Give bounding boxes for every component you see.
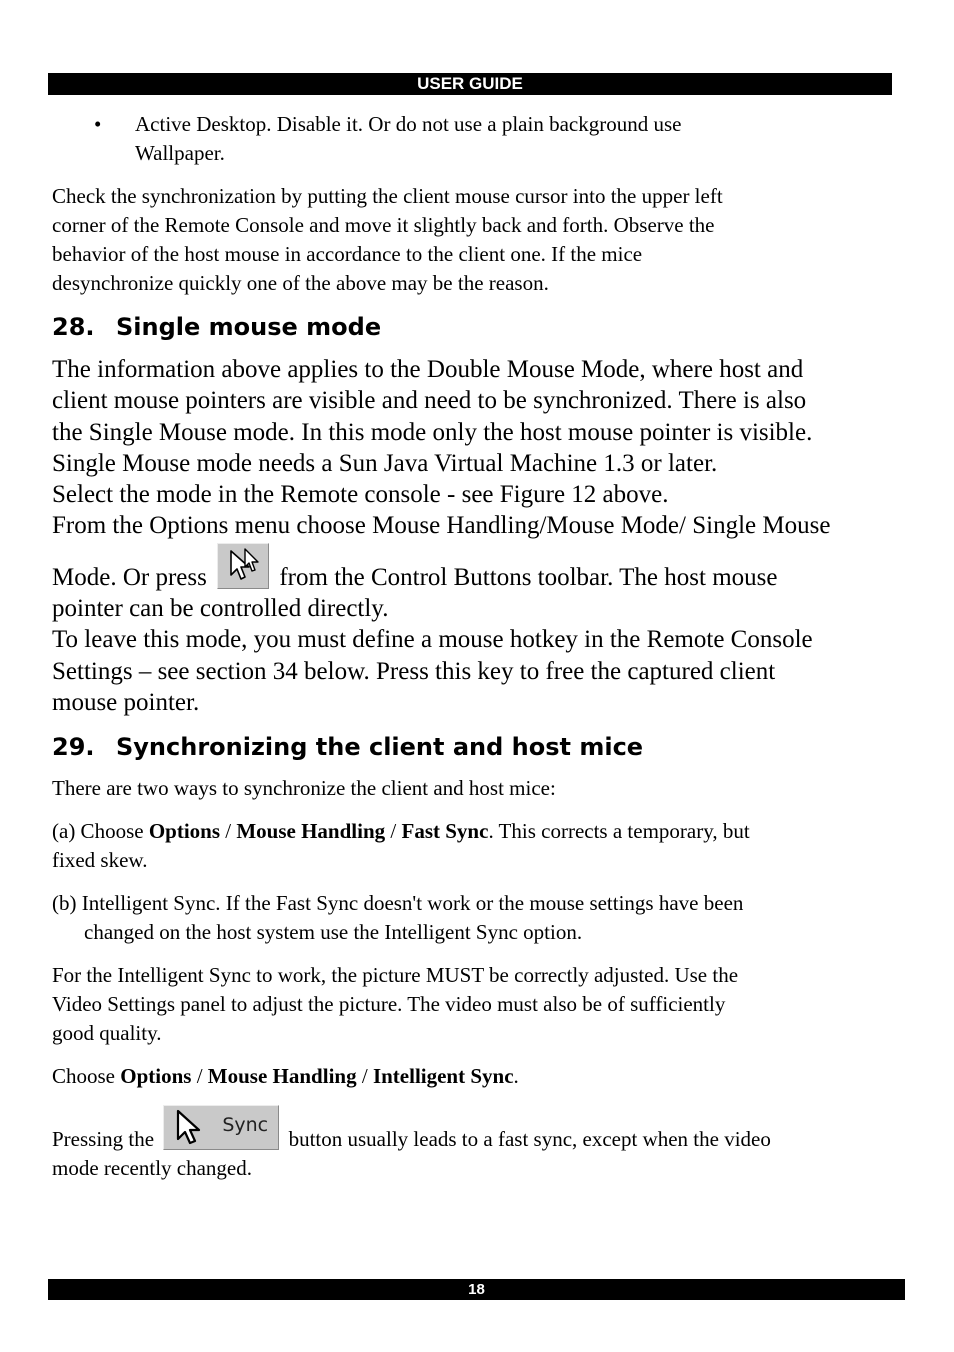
single-mouse-cursor-icon	[218, 544, 268, 588]
sync-button-label: Sync	[222, 1114, 269, 1137]
menu-options-text: Options	[148, 819, 221, 844]
text-fragment: Pressing the	[52, 1127, 155, 1152]
section-title: Synchronizing the client and host mice	[116, 733, 644, 762]
bullet-text-line-1: Active Desktop. Disable it. Or do not use a plain background use	[135, 112, 682, 136]
single-mouse-button[interactable]	[217, 543, 269, 589]
text-line: Mode. Or press	[52, 563, 207, 591]
bullet-item-active-desktop	[52, 110, 904, 168]
text-fragment: /	[220, 819, 237, 844]
text-line: pointer can be controlled directly.	[52, 595, 389, 623]
paragraph-check-sync	[52, 182, 904, 298]
section-29-heading	[52, 732, 904, 762]
text-fragment: (a) Choose	[52, 819, 149, 844]
arrow-cursor-icon	[166, 1106, 216, 1149]
text-line: the Single Mouse mode. In this mode only the host mouse pointer is visible.	[52, 418, 813, 446]
text-line: (b) Intelligent Sync. If the Fast Sync doesn't work or the mouse settings have been	[52, 891, 744, 916]
paragraph-two-ways	[52, 774, 904, 803]
paragraph-choose-intelligent	[52, 1062, 904, 1091]
text-fragment: /	[191, 1064, 208, 1089]
text-line: mouse pointer.	[52, 688, 200, 716]
text-line: corner of the Remote Console and move it slightly back and forth. Observe the	[52, 213, 715, 237]
sync-button[interactable]	[163, 1105, 279, 1150]
page-footer	[48, 1279, 905, 1300]
text-fragment: /	[356, 1064, 373, 1089]
text-line: To leave this mode, you must define a mouse hotkey in the Remote Console	[52, 626, 813, 654]
text-line: There are two ways to synchronize the client and host mice:	[52, 776, 556, 801]
menu-mouse-handling-text: Mouse Handling	[236, 819, 386, 844]
text-line: good quality.	[52, 1021, 162, 1046]
menu-fast-sync-text: Fast Sync	[401, 819, 489, 844]
paragraph-intelligent-sync	[52, 961, 904, 1048]
text-line: Settings – see section 34 below. Press this key to free the captured client	[52, 657, 776, 685]
menu-mouse-handling-text: Mouse Handling	[207, 1064, 357, 1089]
section-number: 29.	[52, 733, 95, 762]
section-number: 28.	[52, 313, 95, 341]
text-fragment: .	[513, 1064, 519, 1089]
bullet-marker: •	[94, 112, 102, 136]
text-fragment: Choose	[52, 1064, 121, 1089]
paragraph-single-mouse	[52, 354, 904, 542]
text-line: Select the mode in the Remote console - see Figure 12 above.	[52, 481, 669, 509]
text-line: Single Mouse mode needs a Sun Java Virtual Machine 1.3 or later.	[52, 449, 718, 477]
page-content	[52, 110, 904, 1183]
text-line: fixed skew.	[52, 848, 148, 873]
item-a-fast-sync	[52, 817, 904, 875]
text-line: desynchronize quickly one of the above may be the reason.	[52, 271, 549, 295]
text-line: client mouse pointers are visible and need to be synchronized. There is also	[52, 387, 807, 415]
header-title: USER GUIDE	[417, 74, 523, 93]
text-line: behavior of the host mouse in accordance to the client one. If the mice	[52, 242, 643, 266]
text-line: From the Options menu choose Mouse Handling/Mouse Mode/ Single Mouse	[52, 512, 831, 540]
page-number: 18	[468, 1281, 485, 1298]
page-header	[48, 73, 892, 95]
item-b-intelligent-sync	[52, 889, 904, 947]
section-title: Single mouse mode	[116, 313, 382, 341]
text-line: Video Settings panel to adjust the picture. The video must also be of sufficiently	[52, 992, 726, 1017]
text-line: The information above applies to the Double Mouse Mode, where host and	[52, 356, 804, 383]
bullet-text-line-2: Wallpaper.	[135, 141, 225, 165]
text-line: from the Control Buttons toolbar. The host mouse	[279, 563, 778, 591]
text-fragment: /	[385, 819, 402, 844]
menu-intelligent-sync-text: Intelligent Sync	[372, 1064, 514, 1089]
text-fragment: button usually leads to a fast sync, except when the video	[288, 1127, 771, 1152]
text-line: changed on the host system use the Intelligent Sync option.	[84, 920, 583, 945]
paragraph-press-button	[52, 543, 904, 718]
menu-options-text: Options	[120, 1064, 192, 1089]
text-fragment: . This corrects a temporary, but	[488, 819, 750, 844]
text-line: For the Intelligent Sync to work, the picture MUST be correctly adjusted. Use the	[52, 963, 739, 988]
section-28-heading	[52, 312, 904, 342]
text-line: Check the synchronization by putting the client mouse cursor into the upper left	[52, 184, 723, 208]
paragraph-pressing-sync	[52, 1105, 904, 1183]
text-line: mode recently changed.	[52, 1156, 252, 1181]
